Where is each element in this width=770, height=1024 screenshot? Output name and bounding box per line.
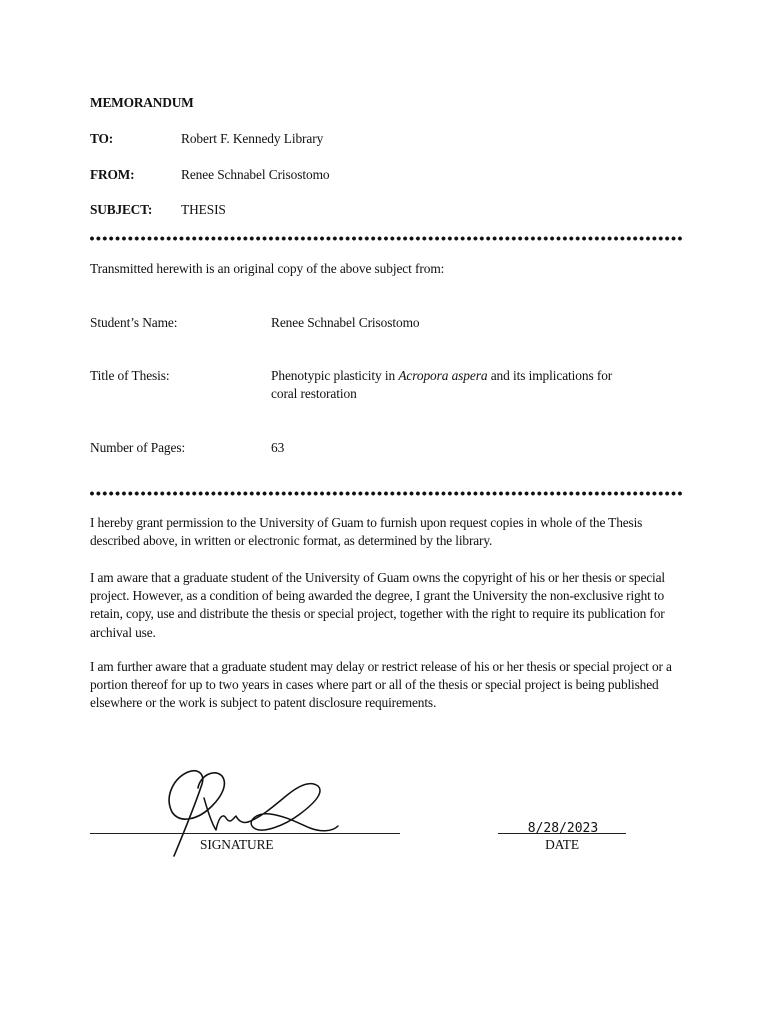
thesis-title-suffix: and its implications for bbox=[487, 368, 613, 383]
thesis-title-species: Acropora aspera bbox=[398, 368, 488, 383]
to-label: TO: bbox=[90, 131, 113, 146]
thesis-title-value bbox=[271, 367, 681, 403]
signature-line bbox=[90, 833, 400, 834]
student-name-label: Student’s Name: bbox=[90, 315, 178, 330]
thesis-title-prefix: Phenotypic plasticity in bbox=[271, 368, 399, 383]
thesis-title-line2: coral restoration bbox=[271, 386, 357, 401]
subject-value: THESIS bbox=[181, 202, 226, 217]
student-name-value: Renee Schnabel Crisostomo bbox=[271, 315, 420, 330]
intro-text: Transmitted herewith is an original copy of the above subject from: bbox=[90, 261, 445, 276]
thesis-title-label: Title of Thesis: bbox=[90, 368, 170, 383]
from-label: FROM: bbox=[90, 167, 135, 182]
subject-label: SUBJECT: bbox=[90, 202, 153, 217]
permission-paragraph: I hereby grant permission to the University of Guam to furnish upon request copies in whole of the Thesis described above, in written or electronic format, as determined by the library. bbox=[90, 515, 643, 549]
memo-heading: MEMORANDUM bbox=[90, 95, 194, 110]
to-value: Robert F. Kennedy Library bbox=[181, 131, 324, 146]
date-line bbox=[498, 833, 626, 834]
date-value: 8/28/2023 bbox=[527, 821, 599, 836]
dotted-divider-bottom bbox=[90, 491, 682, 496]
from-value: Renee Schnabel Crisostomo bbox=[181, 167, 330, 182]
date-label: DATE bbox=[545, 837, 579, 852]
dotted-divider-top bbox=[90, 236, 682, 241]
copyright-paragraph: I am aware that a graduate student of the University of Guam owns the copyright of his or her thesis or special project. However, as a condition of being awarded the degree, I grant the University the non-exclusive right to retain, copy, use and distribute the thesis or special project, together with the right to require its publication for archival use. bbox=[90, 570, 665, 640]
signature-label: SIGNATURE bbox=[200, 837, 274, 852]
release-paragraph: I am further aware that a graduate student may delay or restrict release of his or her thesis or special project or a portion thereof for up to two years in cases where part or all of the thesis or special project is being published elsewhere or the work is subject to patent disclosure requirements. bbox=[90, 659, 672, 711]
pages-value: 63 bbox=[271, 440, 285, 455]
pages-label: Number of Pages: bbox=[90, 440, 186, 455]
